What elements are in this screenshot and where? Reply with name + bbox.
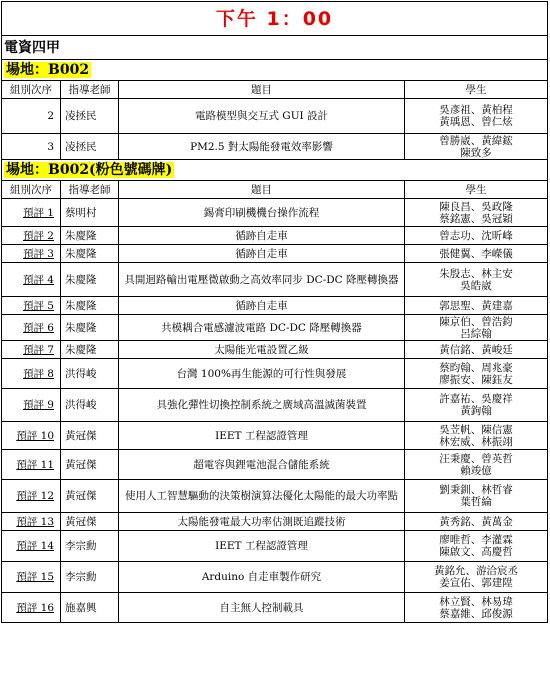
header-order: 組別次序 (2, 81, 61, 99)
student-line: 蔡銘憲、吳冠穎 (439, 212, 513, 225)
student-line: 曾勝崴、黃緯鋐 (439, 134, 513, 147)
project-topic: 具開迴路輸出電壓微啟動之高效率同步 DC-DC 降壓轉換器 (119, 263, 405, 297)
group-order: 預評 6 (2, 315, 61, 341)
student-line: 賴竣億 (460, 464, 492, 477)
advisor-name: 凌拯民 (61, 99, 119, 134)
project-topic: 循跡自走車 (119, 297, 405, 315)
group-order: 預評 4 (2, 263, 61, 297)
group-order: 預評 8 (2, 359, 61, 389)
project-topic: IEET 工程認證管理 (119, 531, 405, 562)
group-order: 預評 2 (2, 227, 61, 245)
student-names (405, 315, 548, 341)
student-names (405, 245, 548, 263)
student-line: 許嘉祐、吳慶祥 (439, 393, 513, 405)
project-topic: 共模耦合電感濾波電路 DC-DC 降壓轉換器 (119, 315, 405, 341)
table-row (2, 263, 548, 297)
student-line: 蔡昀翰、周兆豪 (439, 361, 513, 374)
student-line: 吳彥祖、黃柏程 (439, 104, 513, 116)
student-line: 林立賢、林易瑋 (439, 595, 513, 608)
table-row (2, 297, 548, 315)
header-topic: 題目 (119, 181, 405, 199)
student-names (405, 263, 548, 297)
advisor-name: 朱慶隆 (61, 245, 119, 263)
header-advisor: 指導老師 (61, 81, 119, 99)
student-line: 朱殷志、林主安 (439, 267, 513, 280)
student-names (405, 199, 548, 227)
student-line: 曾志功、沈昕峰 (439, 229, 513, 242)
project-topic: Arduino 自走車製作研究 (119, 562, 405, 593)
advisor-name: 洪得峻 (61, 389, 119, 422)
student-line: 黃鉤翰 (460, 405, 492, 417)
table-row (2, 480, 548, 513)
advisor-name: 朱慶隆 (61, 263, 119, 297)
group-order: 預評 1 (2, 199, 61, 227)
table-row (2, 341, 548, 359)
table-row (2, 227, 548, 245)
header-topic: 題目 (119, 81, 405, 99)
session-time-title: 下午 1：00 (2, 2, 548, 36)
student-names (405, 562, 548, 593)
table-row (2, 389, 548, 422)
table-row (2, 531, 548, 562)
student-line: 黃秀銘、黃萬金 (439, 515, 513, 528)
advisor-name: 施嘉興 (61, 593, 119, 623)
group-order: 2 (2, 99, 61, 134)
group-order: 預評 11 (2, 450, 61, 480)
project-topic: 循跡自走車 (119, 245, 405, 263)
table-row (2, 422, 548, 450)
student-line: 黃信銘、黃峻廷 (439, 343, 513, 356)
student-names (405, 450, 548, 480)
student-line: 汪秉慶、曾英哲 (439, 452, 513, 465)
advisor-name: 黃冠傑 (61, 450, 119, 480)
student-names (405, 227, 548, 245)
advisor-name: 朱慶隆 (61, 315, 119, 341)
advisor-name: 蔡明村 (61, 199, 119, 227)
table-row (2, 315, 548, 341)
advisor-name: 李宗勳 (61, 531, 119, 562)
header-students: 學生 (405, 181, 548, 199)
group-order: 預評 9 (2, 389, 61, 422)
student-line: 廖振安、陳鈺友 (439, 373, 513, 386)
student-names (405, 389, 548, 422)
table-row (2, 450, 548, 480)
project-topic: PM2.5 對太陽能發電效率影響 (119, 134, 405, 160)
student-line: 吳皓崴 (460, 279, 492, 292)
student-names (405, 341, 548, 359)
table-row (2, 199, 548, 227)
schedule-table (1, 1, 548, 623)
student-line: 吳苙帆、陳信憲 (439, 423, 513, 436)
student-names (405, 134, 548, 160)
student-line: 呂綜翰 (460, 327, 492, 340)
advisor-name: 朱慶隆 (61, 297, 119, 315)
class-name: 電資四甲 (2, 36, 548, 60)
venue-label: 場地：B002(粉色號碼牌) (6, 162, 173, 178)
advisor-name: 黃冠傑 (61, 422, 119, 450)
project-topic: 錫膏印刷機機台操作流程 (119, 199, 405, 227)
student-line: 林宏威、林振翊 (439, 435, 513, 448)
advisor-name: 黃冠傑 (61, 513, 119, 531)
student-line: 蔡嘉維、邱俊源 (439, 607, 513, 620)
project-topic: 使用人工智慧驅動的決策樹演算法優化太陽能的最大功率點 (119, 480, 405, 513)
project-topic: 具強化彈性切換控制系統之廣域高溫滅菌裝置 (119, 389, 405, 422)
student-line: 劉秉釧、林哲睿 (439, 484, 513, 496)
venue-label: 場地：B002 (6, 62, 90, 78)
group-order: 預評 5 (2, 297, 61, 315)
student-line: 郭思聖、黃建嘉 (439, 299, 513, 312)
project-topic: 太陽能發電最大功率估測既追蹤技術 (119, 513, 405, 531)
project-topic: 循跡自走車 (119, 227, 405, 245)
student-names (405, 99, 548, 134)
student-names (405, 359, 548, 389)
table-row (2, 562, 548, 593)
table-row (2, 513, 548, 531)
student-line: 黃銘允、游洽宸丞 (434, 565, 519, 577)
student-line: 陳致多 (460, 146, 492, 159)
table-row (2, 245, 548, 263)
advisor-name: 凌拯民 (61, 134, 119, 160)
student-line: 張健翼、李嶸儀 (439, 247, 513, 260)
student-names (405, 531, 548, 562)
table-row (2, 593, 548, 623)
student-names (405, 480, 548, 513)
group-order: 預評 7 (2, 341, 61, 359)
student-line: 黃瑀恩、曾仁炫 (439, 116, 513, 128)
group-order: 預評 13 (2, 513, 61, 531)
group-order: 預評 16 (2, 593, 61, 623)
advisor-name: 黃冠傑 (61, 480, 119, 513)
student-line: 陳京伯、曾浩鈞 (439, 315, 513, 328)
advisor-name: 朱慶隆 (61, 227, 119, 245)
project-topic: 超電容與鋰電池混合儲能系統 (119, 450, 405, 480)
group-order: 預評 12 (2, 480, 61, 513)
group-order: 3 (2, 134, 61, 160)
group-order: 預評 10 (2, 422, 61, 450)
student-names (405, 593, 548, 623)
student-line: 陳良昌、吳政隆 (439, 200, 513, 213)
table-row (2, 134, 548, 160)
project-topic: 自主無人控制載具 (119, 593, 405, 623)
student-names (405, 513, 548, 531)
column-header-row (2, 81, 548, 99)
student-line: 廖唯哲、李灌霖 (439, 534, 513, 546)
student-names (405, 297, 548, 315)
advisor-name: 朱慶隆 (61, 341, 119, 359)
advisor-name: 李宗勳 (61, 562, 119, 593)
group-order: 預評 15 (2, 562, 61, 593)
project-topic: IEET 工程認證管理 (119, 422, 405, 450)
table-row (2, 99, 548, 134)
group-order: 預評 3 (2, 245, 61, 263)
student-line: 葉哲綸 (460, 496, 492, 508)
table-row (2, 359, 548, 389)
project-topic: 太陽能光電設置乙級 (119, 341, 405, 359)
student-line: 姜宣佑、郭建陞 (439, 577, 513, 589)
header-order: 組別次序 (2, 181, 61, 199)
schedule-sheet (1, 1, 547, 623)
header-advisor: 指導老師 (61, 181, 119, 199)
project-topic: 電路模型與交互式 GUI 設計 (119, 99, 405, 134)
student-line: 陳啟文、高慶哲 (439, 546, 513, 558)
header-students: 學生 (405, 81, 548, 99)
column-header-row (2, 181, 548, 199)
group-order: 預評 14 (2, 531, 61, 562)
project-topic: 台灣 100%再生能源的可行性與發展 (119, 359, 405, 389)
student-names (405, 422, 548, 450)
advisor-name: 洪得峻 (61, 359, 119, 389)
